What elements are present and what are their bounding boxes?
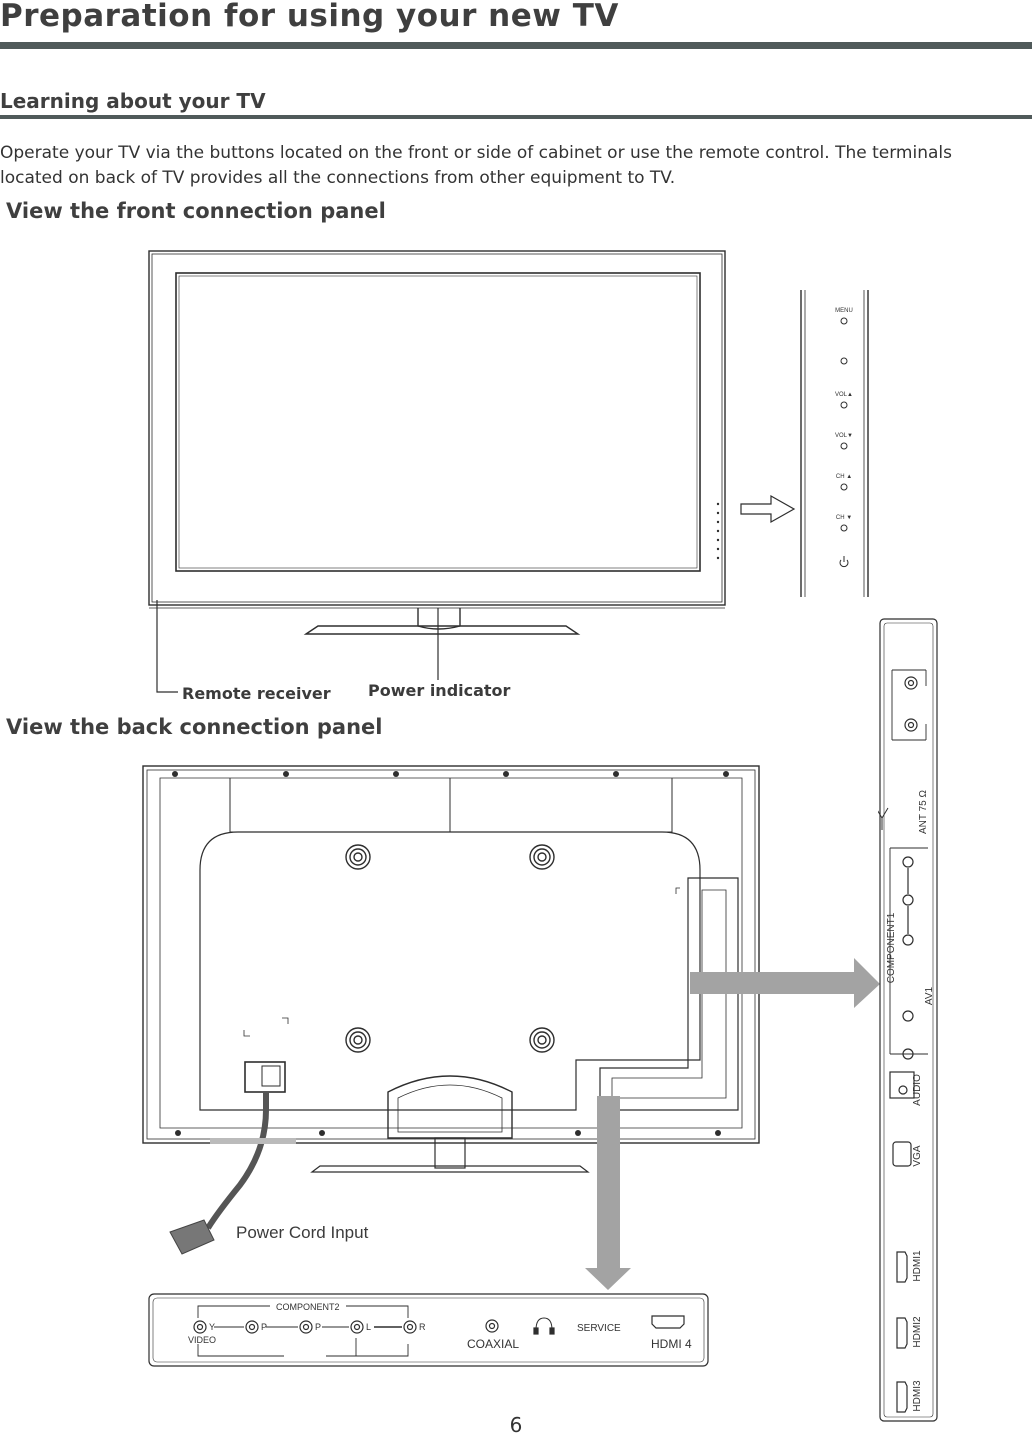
power-indicator-label: Power indicator bbox=[368, 681, 511, 700]
title-rule bbox=[0, 42, 1032, 49]
tv-back-frame bbox=[143, 766, 759, 1143]
component1-label: COMPONENT1 bbox=[886, 912, 897, 984]
vesa-mounts bbox=[346, 845, 554, 1052]
av1-label: AV1 bbox=[924, 986, 935, 1006]
audio-label: AUDIO bbox=[912, 1074, 923, 1106]
intro-paragraph: Operate your TV via the buttons located on the front or side of cabinet or use the remote control. The terminals located on back of TV provides all the connections from other equipment to TV. bbox=[0, 143, 952, 188]
jack-pb-label: P bbox=[261, 1322, 268, 1332]
component2-label: COMPONENT2 bbox=[276, 1302, 340, 1312]
hdmi2-label: HDMI2 bbox=[912, 1316, 923, 1348]
hdmi1-label: HDMI1 bbox=[912, 1250, 923, 1282]
coaxial-label: COAXIAL bbox=[467, 1337, 520, 1351]
section-title: Learning about your TV bbox=[0, 89, 266, 113]
remote-receiver-label: Remote receiver bbox=[182, 684, 331, 703]
tv-screen bbox=[176, 273, 700, 571]
side-button-chdown-label: CH ▼ bbox=[835, 515, 853, 521]
side-button-voldown-label: VOL▼ bbox=[835, 433, 853, 439]
side-terminal-panel bbox=[878, 616, 940, 1424]
back-panel-heading: View the back connection panel bbox=[6, 715, 383, 739]
page-number: 6 bbox=[509, 1413, 523, 1437]
section-rule bbox=[0, 115, 1032, 119]
tv-base bbox=[306, 626, 578, 634]
jack-y-label: Y bbox=[209, 1322, 216, 1332]
side-button-menu-label: MENU bbox=[835, 308, 853, 314]
jack-r-label: R bbox=[419, 1322, 426, 1332]
tv-front-bezel bbox=[149, 251, 725, 605]
service-label: SERVICE bbox=[577, 1323, 621, 1334]
side-button-chup-label: CH ▲ bbox=[835, 474, 853, 480]
side-button-volup-label: VOL▲ bbox=[835, 392, 853, 398]
power-cord bbox=[208, 1092, 266, 1228]
jack-l-label: L bbox=[366, 1322, 372, 1332]
power-cord-label: Power Cord Input bbox=[236, 1223, 369, 1242]
video-label: VIDEO bbox=[188, 1335, 217, 1345]
hdmi3-label: HDMI3 bbox=[912, 1380, 923, 1412]
bottom-terminal-panel bbox=[146, 1290, 712, 1370]
front-arrow bbox=[741, 496, 794, 522]
jack-pr-label: P bbox=[315, 1322, 322, 1332]
page-title: Preparation for using your new TV bbox=[0, 0, 619, 34]
arrow-to-bottom-panel bbox=[585, 1096, 631, 1290]
hdmi4-label: HDMI 4 bbox=[651, 1337, 692, 1351]
front-panel-heading: View the front connection panel bbox=[6, 199, 386, 223]
vga-label: VGA bbox=[912, 1145, 923, 1167]
arrow-to-side-panel bbox=[690, 958, 880, 1008]
ant-label: ANT 75 Ω bbox=[918, 790, 929, 834]
